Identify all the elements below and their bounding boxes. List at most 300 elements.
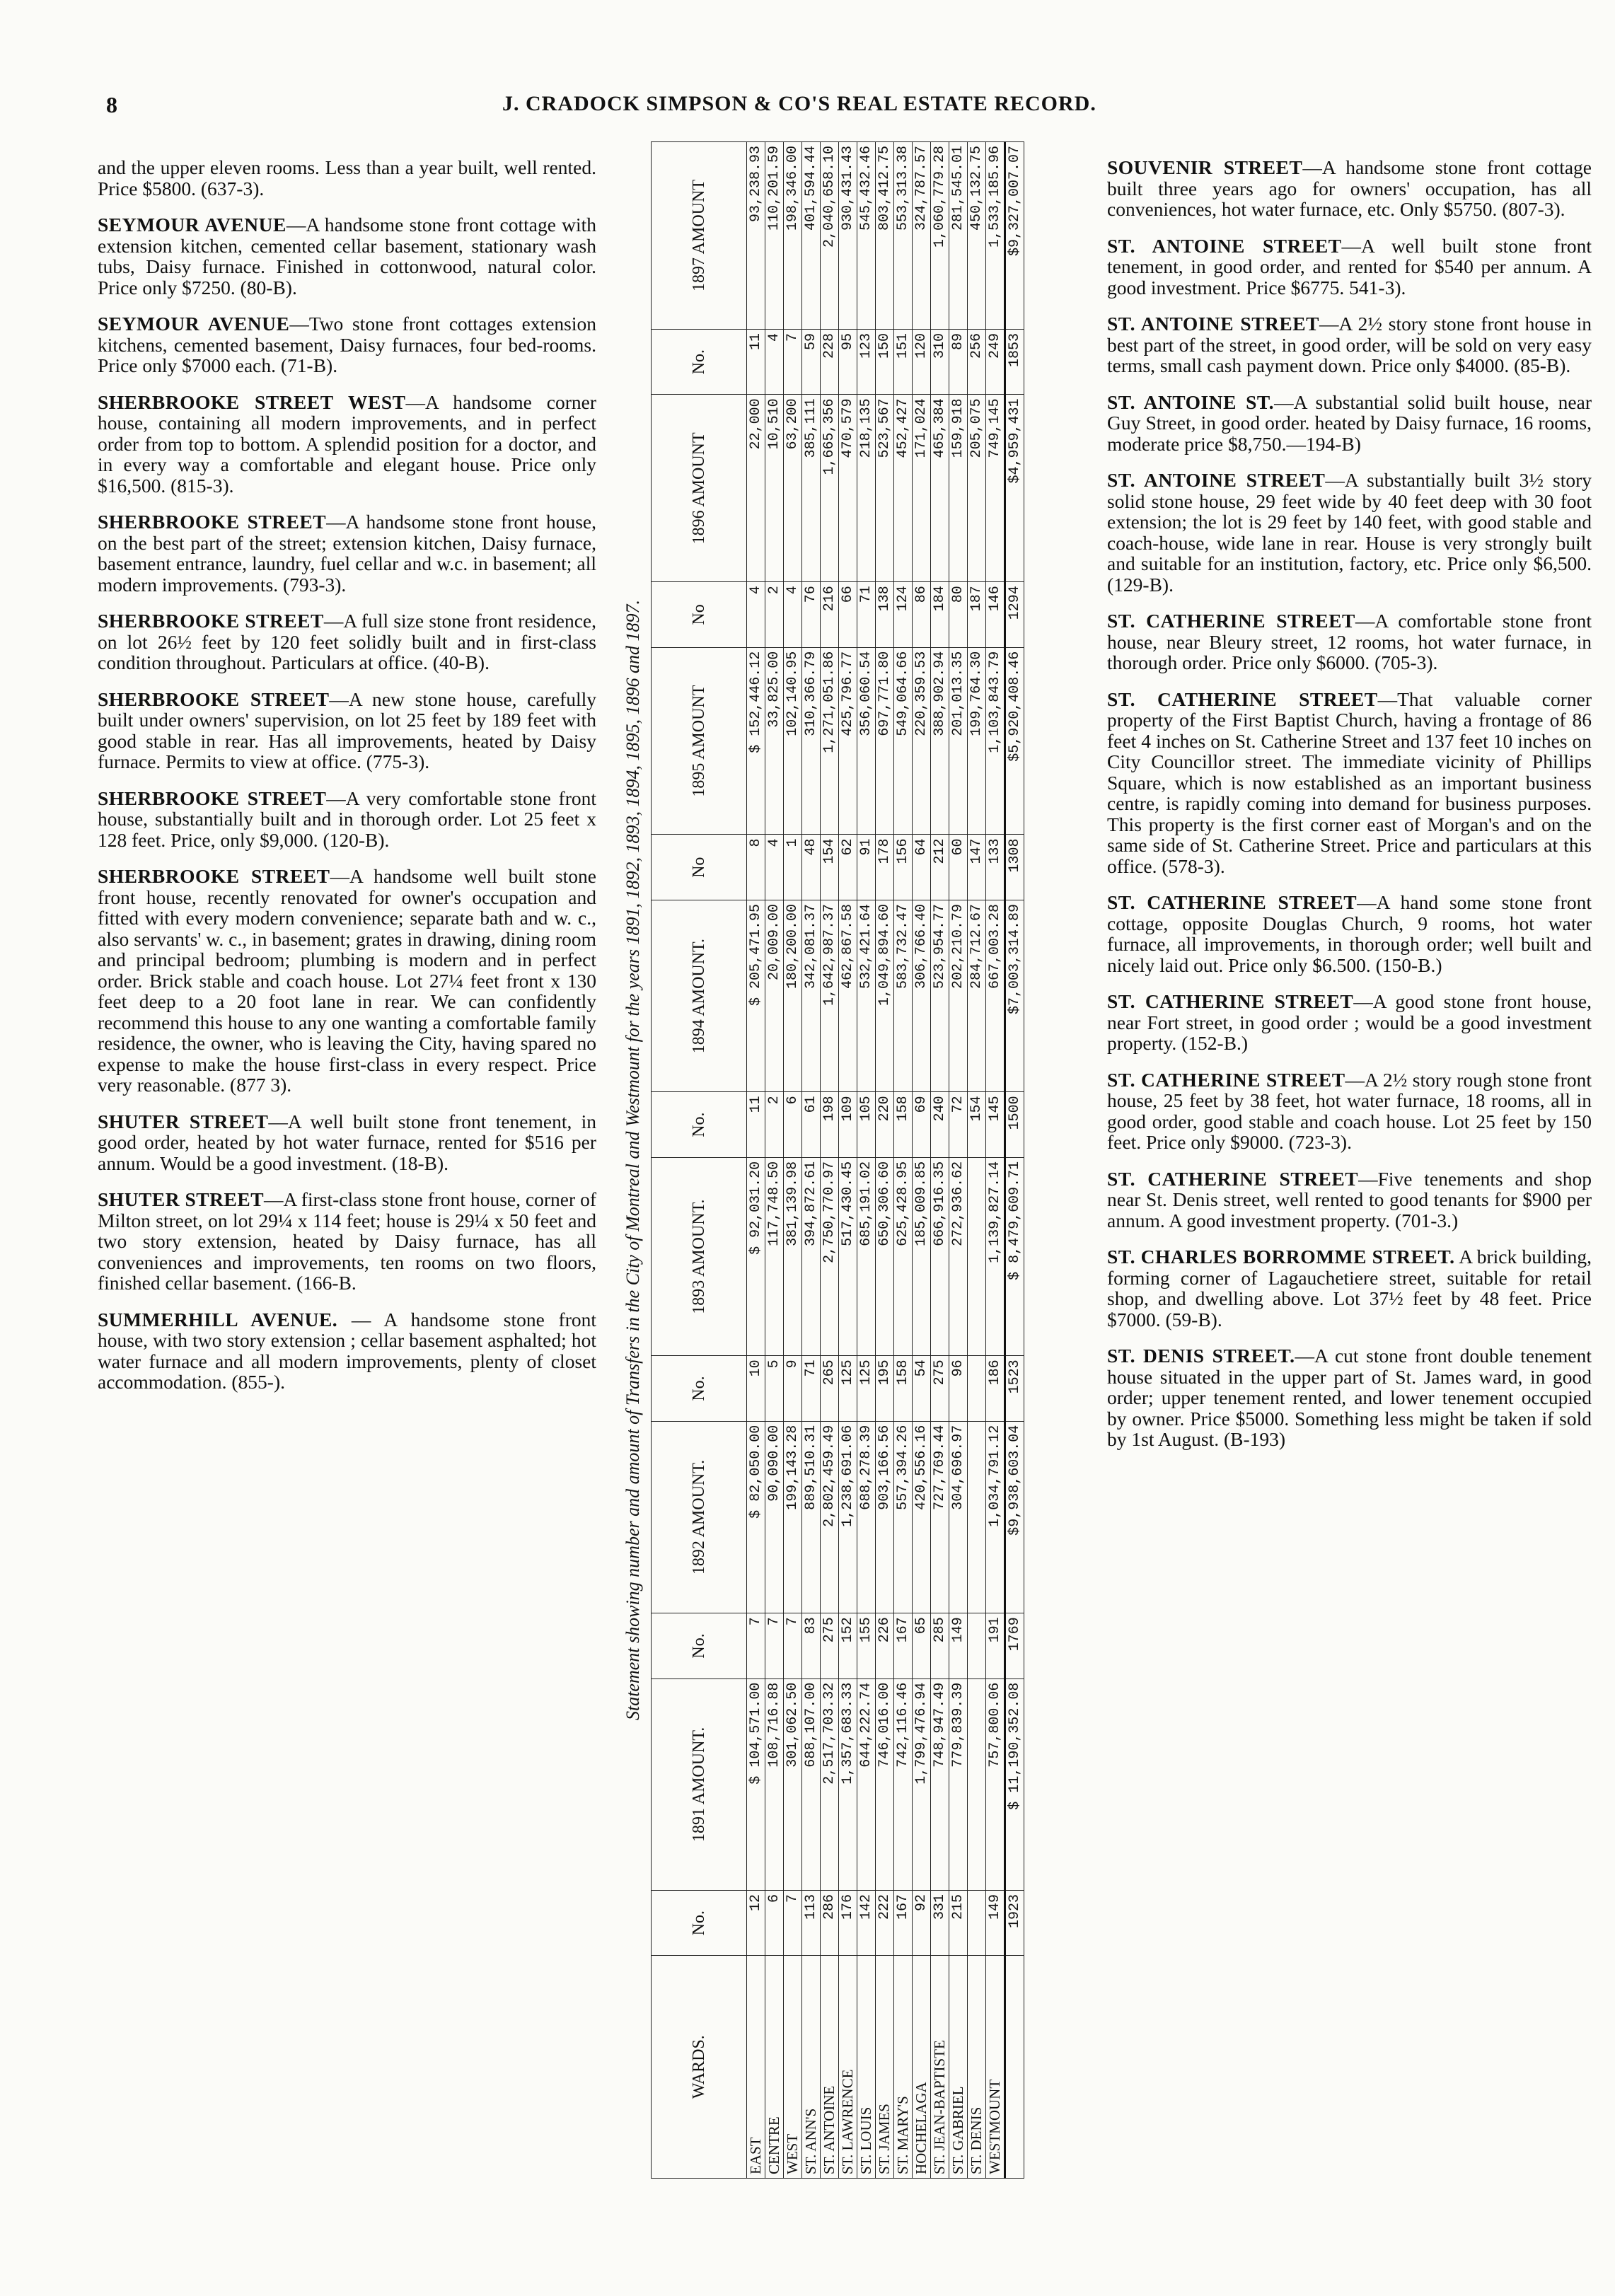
listing (1107, 470, 1592, 595)
table-cell: 64 (913, 835, 931, 900)
table-cell: 199,143.28 (784, 1421, 802, 1613)
listing-body: —A cut stone front double tenement house situated in the upper part of St. James ward, in good order; upper tenement rented, and lower tenement occupied by owner. Price $5000. Something less might be taken if sold by 1st August. (B-193) (1107, 1345, 1592, 1450)
table-cell: 178 (876, 835, 894, 900)
table-cell: 180,200.00 (784, 900, 802, 1091)
table-cell: 2 (765, 582, 784, 647)
table-cell: 86 (913, 582, 931, 647)
column-header: No. (652, 1092, 747, 1157)
listing-body: —Five tenements and shop near St. Denis street, well rented to good tenants for $900 per annum. A good investment property. (701-3.) (1107, 1167, 1592, 1231)
listing-heading: SHERBROOKE STREET (98, 865, 330, 887)
total-cell: $7,003,314.89 (1005, 900, 1024, 1091)
table-cell: 22,000 (747, 395, 765, 582)
table-cell (968, 1678, 986, 1890)
table-cell: 1,665,356 (821, 395, 839, 582)
table-cell: 545,432.46 (857, 142, 876, 330)
ward-name: EAST (747, 1956, 765, 2179)
listing-body: — A handsome stone front house, with two story extension ; cellar basement asphalted; hot water furnace and all modern improvements, plenty of closet accommodation. (855-). (98, 1308, 596, 1393)
table-cell: 167 (894, 1890, 913, 1955)
table-cell (968, 1613, 986, 1678)
table-cell: 154 (821, 835, 839, 900)
column-header: 1896 AMOUNT (652, 395, 747, 582)
listing-heading: ST. CATHERINE STREET (1107, 891, 1358, 913)
listing-heading: ST. CATHERINE STREET (1107, 990, 1354, 1012)
total-cell: $ 8,479,609.71 (1005, 1157, 1024, 1356)
table-cell: 158 (894, 1356, 913, 1421)
table-cell: 688,107.00 (802, 1678, 821, 1890)
table-cell: 1,533,185.96 (986, 142, 1005, 330)
listing-heading: SUMMERHILL AVENUE. (98, 1308, 338, 1330)
table-cell: 4 (784, 582, 802, 647)
table-cell: 4 (747, 582, 765, 647)
table-cell: 583,732.47 (894, 900, 913, 1091)
listing-heading: SHERBROOKE STREET (98, 511, 327, 533)
table-cell: 275 (931, 1356, 949, 1421)
table-cell: 746,016.00 (876, 1678, 894, 1890)
page-header (106, 92, 1450, 127)
table-cell: 644,222.74 (857, 1678, 876, 1890)
table-cell: 286 (821, 1890, 839, 1955)
ward-name: ST. JAMES (876, 1956, 894, 2179)
table-cell: 158 (894, 1092, 913, 1157)
table-cell: 195 (876, 1356, 894, 1421)
table-cell: 685,191.02 (857, 1157, 876, 1356)
listing (1107, 610, 1592, 673)
listing (1107, 313, 1592, 376)
table-cell: 89 (949, 329, 968, 394)
table-cell: 59 (802, 329, 821, 394)
listing-body: A brick building, forming corner of Lagauchetiere street, suitable for retail shop, and dwelling above. Lot 37½ feet by 48 feet. Price $7000. (59-B). (1107, 1246, 1592, 1330)
table-cell (968, 1157, 986, 1356)
table-cell: 72 (949, 1092, 968, 1157)
listing-heading: SOUVENIR STREET (1107, 156, 1303, 178)
table-cell: $ 104,571.00 (747, 1678, 765, 1890)
table-cell: 198 (821, 1092, 839, 1157)
table-cell: 154 (968, 1092, 986, 1157)
table-cell: 4 (765, 329, 784, 394)
table-cell: 8 (747, 835, 765, 900)
total-cell: $4,959,431 (1005, 395, 1024, 582)
table-cell: 54 (913, 1356, 931, 1421)
table-cell: 532,421.64 (857, 900, 876, 1091)
table-cell: 557,394.26 (894, 1421, 913, 1613)
listing (1107, 1345, 1592, 1450)
table-cell: 62 (839, 835, 857, 900)
table-cell: 124 (894, 582, 913, 647)
listing-heading: ST. ANTOINE STREET (1107, 313, 1319, 335)
column-header: 1895 AMOUNT (652, 647, 747, 835)
table-row (876, 142, 894, 2179)
transfers-table (651, 141, 1024, 2179)
total-cell: $ 11,190,352.08 (1005, 1678, 1024, 1890)
table-cell: 285 (931, 1613, 949, 1678)
listing-body: —A first-class stone front house, corner of Milton street, on lot 29¼ x 114 feet; house is 29¼ x 50 feet and two story extension, heated by Daisy furnace, has all conveniences and improvements, ten rooms on two floors, finished cellar basement. (166-B. (98, 1188, 596, 1294)
table-cell: 394,872.61 (802, 1157, 821, 1356)
listing-heading: SHUTER STREET (98, 1188, 265, 1210)
table-cell: 10,510 (765, 395, 784, 582)
ward-name: ST. ANTOINE (821, 1956, 839, 2179)
listing-heading: SHERBROOKE STREET (98, 610, 324, 632)
column-header: WARDS. (652, 1956, 747, 2179)
listing-body: —A well built stone front tenement, in good order, heated by hot water furnace, rented for $516 per annum. Would be a good investment. (18-B). (98, 1110, 596, 1174)
listing (98, 511, 596, 595)
table-row (986, 142, 1005, 2179)
table-cell: 688,278.39 (857, 1421, 876, 1613)
table-cell: $ 152,446.12 (747, 647, 765, 835)
table-cell: 96 (949, 1356, 968, 1421)
total-row (1005, 142, 1024, 2179)
table-cell: 310 (931, 329, 949, 394)
table-cell: 198,346.00 (784, 142, 802, 330)
table-cell: 60 (949, 835, 968, 900)
table-cell: 66 (839, 582, 857, 647)
listing-body: —A handsome stone front cottage with extension kitchen, cemented cellar basement, stationary wash tubs, Daisy furnace. Finished in cottonwood, natural color. Price only $7250. (80-B). (98, 214, 596, 298)
listing-heading: SHERBROOKE STREET (98, 688, 330, 710)
table-cell: 65 (913, 1613, 931, 1678)
ward-name: CENTRE (765, 1956, 784, 2179)
listing (98, 1189, 596, 1294)
table-cell: 92 (913, 1890, 931, 1955)
table-cell: 9 (784, 1356, 802, 1421)
table-cell: 123 (857, 329, 876, 394)
table-cell: 517,430.45 (839, 1157, 857, 1356)
total-cell (1005, 1956, 1024, 2179)
table-cell: 90,090.00 (765, 1421, 784, 1613)
table-cell: 109 (839, 1092, 857, 1157)
listing-heading: ST. ANTOINE STREET (1107, 234, 1342, 257)
table-cell: 1 (784, 835, 802, 900)
table-cell: 6 (784, 1092, 802, 1157)
table-cell: 388,902.94 (931, 647, 949, 835)
table-cell: 71 (802, 1356, 821, 1421)
table-cell: 272,936.62 (949, 1157, 968, 1356)
table-cell: 249 (986, 329, 1005, 394)
table-cell: 108,716.88 (765, 1678, 784, 1890)
table-cell: 625,428.95 (894, 1157, 913, 1356)
table-cell (968, 1890, 986, 1955)
listing (1107, 892, 1592, 975)
listing (98, 392, 596, 497)
table-row (857, 142, 876, 2179)
table-cell: 186 (986, 1356, 1005, 1421)
table-cell: 145 (986, 1092, 1005, 1157)
table-cell: 727,769.44 (931, 1421, 949, 1613)
table-cell: 667,003.28 (986, 900, 1005, 1091)
total-cell: 1523 (1005, 1356, 1024, 1421)
listing-body: —A well built stone front tenement, in good order, and rented for $540 per annum. A good investment. Price $6775. 541-3). (1107, 234, 1592, 298)
table-cell: 748,947.49 (931, 1678, 949, 1890)
table-cell: 930,431.43 (839, 142, 857, 330)
table-cell: $ 205,471.95 (747, 900, 765, 1091)
total-cell: 1500 (1005, 1092, 1024, 1157)
table-cell: 381,139.98 (784, 1157, 802, 1356)
listing-body: —A comfortable stone front house, near Bleury street, 12 rooms, hot water furnace, in thorough order. Price only $6000. (705-3). (1107, 610, 1592, 673)
table-cell: 385,111 (802, 395, 821, 582)
table-cell: 199,764.30 (968, 647, 986, 835)
table-cell (968, 1356, 986, 1421)
listing-heading: ST. CATHERINE STREET (1107, 1068, 1345, 1091)
listing-heading: ST. CATHERINE STREET (1107, 1167, 1359, 1190)
right-column (1107, 157, 1592, 1466)
table-cell: 125 (839, 1356, 857, 1421)
column-header: No. (652, 1356, 747, 1421)
ward-name: ST. LOUIS (857, 1956, 876, 2179)
table-body (747, 142, 1024, 2179)
table-cell: $ 92,031.20 (747, 1157, 765, 1356)
table-cell: 7 (784, 1613, 802, 1678)
listing-body: —Two stone front cottages extension kitchens, cemented basement, Daisy furnaces, four bed-rooms. Price only $7000 each. (71-B). (98, 313, 596, 376)
table-row (839, 142, 857, 2179)
table-cell: 7 (765, 1613, 784, 1678)
listing-body: —A new stone house, carefully built under owners' supervision, on lot 25 feet by 189 feet with good stable in rear. Has all improvements, heated by Daisy furnace. Permits to view at office. (775-3). (98, 688, 597, 772)
table-row (968, 142, 986, 2179)
table-cell: 11 (747, 1092, 765, 1157)
table-cell: 331 (931, 1890, 949, 1955)
listing-body: —A handsome corner house, containing all modern improvements, and in perfect order from top to bottom. A splendid position for a doctor, and in every way a comfortable and elegant house. Price only $16,500. (815-3). (98, 390, 596, 497)
table-cell: 7 (747, 1613, 765, 1678)
table-cell: 63,200 (784, 395, 802, 582)
listing (98, 157, 596, 199)
table-cell: 147 (968, 835, 986, 900)
table-row (821, 142, 839, 2179)
running-title: J. CRADOCK SIMPSON & CO'S REAL ESTATE RECORD. (502, 92, 1096, 115)
table-cell: 1,049,894.60 (876, 900, 894, 1091)
table-cell: 342,081.37 (802, 900, 821, 1091)
total-cell: 1769 (1005, 1613, 1024, 1678)
table-cell: 304,696.97 (949, 1421, 968, 1613)
table-cell: 187 (968, 582, 986, 647)
table-caption: Statement showing number and amount of Transfers in the City of Montreal and Westmount for the years 1891, 1892, 1893, 1894, 1895, 1896 and 1897. (623, 599, 643, 1721)
table-cell: 697,771.80 (876, 647, 894, 835)
table-cell: 93,238.93 (747, 142, 765, 330)
table-cell: 5 (765, 1356, 784, 1421)
table-cell: 146 (986, 582, 1005, 647)
table-cell: 301,062.50 (784, 1678, 802, 1890)
table-cell: 470,579 (839, 395, 857, 582)
table-cell: 1,139,827.14 (986, 1157, 1005, 1356)
table-cell: 666,916.35 (931, 1157, 949, 1356)
table-cell: 889,510.31 (802, 1421, 821, 1613)
transfers-table-wrapper (623, 141, 1082, 2179)
table-cell: 216 (821, 582, 839, 647)
ward-name: WEST (784, 1956, 802, 2179)
table-cell: 113 (802, 1890, 821, 1955)
table-cell: 228 (821, 329, 839, 394)
listing (1107, 236, 1592, 298)
table-cell: 265 (821, 1356, 839, 1421)
listing-body: —A very comfortable stone front house, substantially built and in thorough order. Lot 25 feet x 128 feet. Price, only $9,000. (120-B). (98, 787, 596, 851)
table-cell: 218,135 (857, 395, 876, 582)
table-cell: 2 (765, 1092, 784, 1157)
table-cell: 465,384 (931, 395, 949, 582)
table-cell: 105 (857, 1092, 876, 1157)
table-cell: 152 (839, 1613, 857, 1678)
table-cell: 95 (839, 329, 857, 394)
table-cell: 420,556.16 (913, 1421, 931, 1613)
listing-heading: ST. ANTOINE ST. (1107, 390, 1275, 413)
listing-heading: ST. ANTOINE STREET (1107, 469, 1326, 491)
table-cell: 281,545.01 (949, 142, 968, 330)
table-cell: 156 (894, 835, 913, 900)
table-cell: 523,954.77 (931, 900, 949, 1091)
table-cell: 171,024 (913, 395, 931, 582)
ward-name: ST. GABRIEL (949, 1956, 968, 2179)
table-row (913, 142, 931, 2179)
listing (98, 610, 596, 673)
column-header: No. (652, 1613, 747, 1678)
table-cell: 1,060,779.28 (931, 142, 949, 330)
table-cell: 48 (802, 835, 821, 900)
table-cell: 117,748.50 (765, 1157, 784, 1356)
ward-name: ST. LAWRENCE (839, 1956, 857, 2179)
left-column (98, 157, 596, 1408)
table-cell: 650,306.60 (876, 1157, 894, 1356)
table-cell: 76 (802, 582, 821, 647)
table-cell: 425,796.77 (839, 647, 857, 835)
listing (1107, 991, 1592, 1054)
table-cell: 1,034,791.12 (986, 1421, 1005, 1613)
table-cell: 184 (931, 582, 949, 647)
column-header: 1897 AMOUNT (652, 142, 747, 330)
table-cell: 149 (986, 1890, 1005, 1955)
listing-heading: SHUTER STREET (98, 1110, 269, 1132)
column-header: No. (652, 329, 747, 394)
ward-name: HOCHELAGA (913, 1956, 931, 2179)
table-cell: 142 (857, 1890, 876, 1955)
table-cell: 1,642,987.37 (821, 900, 839, 1091)
table-cell: 2,517,703.32 (821, 1678, 839, 1890)
total-cell: 1308 (1005, 835, 1024, 900)
listing-heading: ST. CATHERINE STREET (1107, 688, 1378, 710)
listing (1107, 1069, 1592, 1153)
table-cell: 83 (802, 1613, 821, 1678)
table-cell: $ 82,050.00 (747, 1421, 765, 1613)
listing-body: —A substantial solid built house, near Guy Street, in good order. heated by Daisy furnace, 16 rooms, moderate price $8,750.—194-B) (1107, 390, 1592, 455)
table-cell: 1,103,843.79 (986, 647, 1005, 835)
listing-heading: ST. CATHERINE STREET (1107, 610, 1355, 632)
table-cell: 324,787.57 (913, 142, 931, 330)
table-row (931, 142, 949, 2179)
table-cell: 306,766.40 (913, 900, 931, 1091)
table-cell: 167 (894, 1613, 913, 1678)
table-cell: 757,800.06 (986, 1678, 1005, 1890)
listing (98, 689, 596, 772)
listing (1107, 1246, 1592, 1330)
table-cell: 191 (986, 1613, 1005, 1678)
table-cell: 1,238,691.06 (839, 1421, 857, 1613)
table-cell: 356,060.54 (857, 647, 876, 835)
table-cell: 4 (765, 835, 784, 900)
listing-heading: SEYMOUR AVENUE (98, 214, 286, 236)
listing (1107, 392, 1592, 455)
listing-body: —A 2½ story stone front house in best part of the street, in good order, will be sold on very easy terms, small cash payment down. Price only $4000. (85-B). (1107, 313, 1592, 376)
table-cell: 523,567 (876, 395, 894, 582)
table-cell: 202,210.79 (949, 900, 968, 1091)
table-row (747, 142, 765, 2179)
table-cell: 742,116.46 (894, 1678, 913, 1890)
listing-body: —A good stone front house, near Fort street, in good order ; would be a good investment property. (152-B.) (1107, 990, 1592, 1054)
listing (98, 1111, 596, 1174)
table-cell: 284,712.67 (968, 900, 986, 1091)
table-cell: 240 (931, 1092, 949, 1157)
table-cell: 749,145 (986, 395, 1005, 582)
listing-body: —A full size stone front residence, on lot 26½ feet by 120 feet solidly built and in first-class condition throughout. Particulars at office. (40-B). (98, 610, 596, 673)
table-cell: 11 (747, 329, 765, 394)
listing-body: —A handsome stone front house, on the best part of the street; extension kitchen, Daisy furnace, basement entrance, laundry, fuel cellar and w.c. in basement; all modern improvements. (793-3). (98, 511, 596, 596)
table-cell: 1,271,051.86 (821, 647, 839, 835)
table-cell: 401,594.44 (802, 142, 821, 330)
table-cell: 2,750,770.97 (821, 1157, 839, 1356)
ward-name: ST. DENIS (968, 1956, 986, 2179)
table-cell: 275 (821, 1613, 839, 1678)
table-cell: 120 (913, 329, 931, 394)
table-cell: 125 (857, 1356, 876, 1421)
table-cell: 462,867.58 (839, 900, 857, 1091)
table-cell: 215 (949, 1890, 968, 1955)
table-cell: 803,412.75 (876, 142, 894, 330)
table-cell: 220,359.53 (913, 647, 931, 835)
listing (98, 866, 596, 1096)
table-cell: 2,040,658.10 (821, 142, 839, 330)
table-cell: 149 (949, 1613, 968, 1678)
column-header: 1892 AMOUNT. (652, 1421, 747, 1613)
table-cell: 176 (839, 1890, 857, 1955)
table-cell: 2,802,459.49 (821, 1421, 839, 1613)
total-cell: 1853 (1005, 329, 1024, 394)
table-cell: 71 (857, 582, 876, 647)
listing (1107, 689, 1592, 877)
listing (98, 313, 596, 376)
table-cell: 779,839.39 (949, 1678, 968, 1890)
table-cell: 256 (968, 329, 986, 394)
table-cell: 222 (876, 1890, 894, 1955)
total-cell: $9,327,007.07 (1005, 142, 1024, 330)
listing-heading: ST. DENIS STREET. (1107, 1345, 1295, 1367)
table-cell: 138 (876, 582, 894, 647)
table-cell: 33,825.00 (765, 647, 784, 835)
table-cell: 61 (802, 1092, 821, 1157)
table-header-row (652, 142, 747, 2179)
total-cell: 1923 (1005, 1890, 1024, 1955)
listing-heading: SHERBROOKE STREET (98, 787, 327, 809)
rotated-table (623, 141, 1082, 2179)
total-cell: $5,920,408.46 (1005, 647, 1024, 835)
table-cell: 133 (986, 835, 1005, 900)
table-cell: 553,313.38 (894, 142, 913, 330)
listing (98, 1309, 596, 1393)
table-cell: 903,166.56 (876, 1421, 894, 1613)
table-row (802, 142, 821, 2179)
table-cell: 110,201.59 (765, 142, 784, 330)
table-cell: 102,140.95 (784, 647, 802, 835)
table-cell: 151 (894, 329, 913, 394)
total-cell: 1294 (1005, 582, 1024, 647)
table-row (894, 142, 913, 2179)
ward-name: ST. MARY'S (894, 1956, 913, 2179)
table-cell: 7 (784, 329, 802, 394)
table-row (784, 142, 802, 2179)
table-cell: 7 (784, 1890, 802, 1955)
listing (98, 214, 596, 298)
table-cell: 80 (949, 582, 968, 647)
column-header: No (652, 835, 747, 900)
listing (98, 788, 596, 851)
table-row (765, 142, 784, 2179)
table-cell: 69 (913, 1092, 931, 1157)
table-cell: 1,357,683.33 (839, 1678, 857, 1890)
table-cell: 150 (876, 329, 894, 394)
table-cell: 212 (931, 835, 949, 900)
column-header: No (652, 582, 747, 647)
